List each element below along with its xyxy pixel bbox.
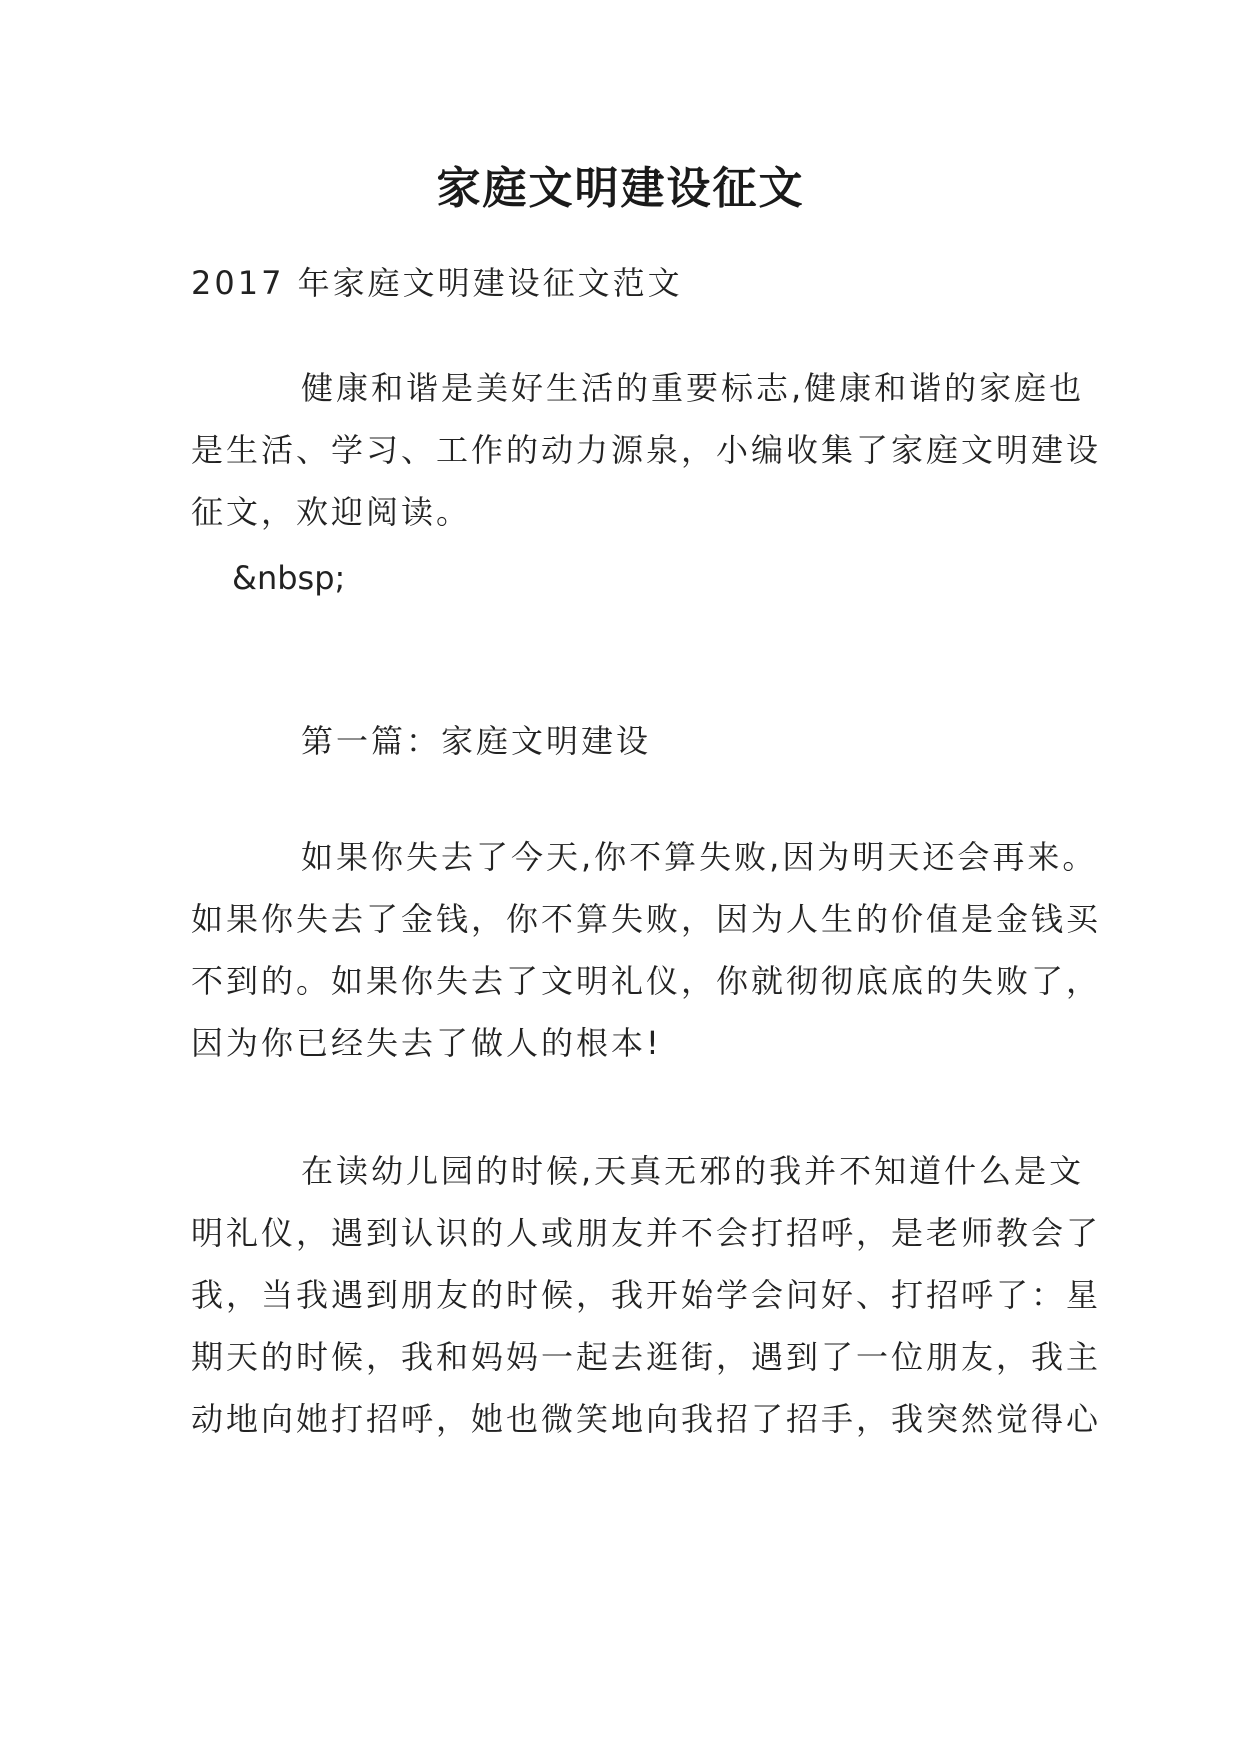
- paragraph-line: 因为你已经失去了做人的根本!: [191, 1024, 662, 1062]
- subtitle-line: 2017 年家庭文明建设征文范文: [191, 264, 683, 302]
- paragraph-1: [191, 826, 1102, 1074]
- document-title: 家庭文明建设征文: [436, 163, 805, 214]
- paragraph-line: 如果你失去了金钱，你不算失败，因为人生的价值是金钱买: [191, 900, 1102, 938]
- paragraph-line: 不到的。如果你失去了文明礼仪，你就彻彻底底的失败了，: [191, 962, 1102, 1000]
- nbsp-line: &nbsp;: [232, 559, 346, 597]
- chapter-heading: [191, 710, 1071, 772]
- document-subtitle: [191, 252, 1071, 314]
- paragraph-line: 健康和谐是美好生活的重要标志,健康和谐的家庭也: [301, 369, 1085, 407]
- paragraph-line: 征文，欢迎阅读。: [191, 493, 472, 531]
- paragraph-line: 明礼仪，遇到认识的人或朋友并不会打招呼，是老师教会了: [191, 1214, 1102, 1252]
- paragraph-line: 如果你失去了今天,你不算失败,因为明天还会再来。: [301, 838, 1098, 876]
- chapter-heading-line: 第一篇：家庭文明建设: [301, 722, 652, 760]
- intro-paragraph: [191, 357, 1102, 543]
- paragraph-line: 动地向她打招呼，她也微笑地向我招了招手，我突然觉得心: [191, 1400, 1102, 1438]
- paragraph-line: 我，当我遇到朋友的时候，我开始学会问好、打招呼了：星: [191, 1276, 1102, 1314]
- nbsp-text: [232, 547, 1112, 609]
- paragraph-line: 是生活、学习、工作的动力源泉，小编收集了家庭文明建设: [191, 431, 1102, 469]
- paragraph-2: [191, 1140, 1102, 1450]
- paragraph-line: 在读幼儿园的时候,天真无邪的我并不知道什么是文: [301, 1152, 1085, 1190]
- paragraph-line: 期天的时候，我和妈妈一起去逛街，遇到了一位朋友，我主: [191, 1338, 1102, 1376]
